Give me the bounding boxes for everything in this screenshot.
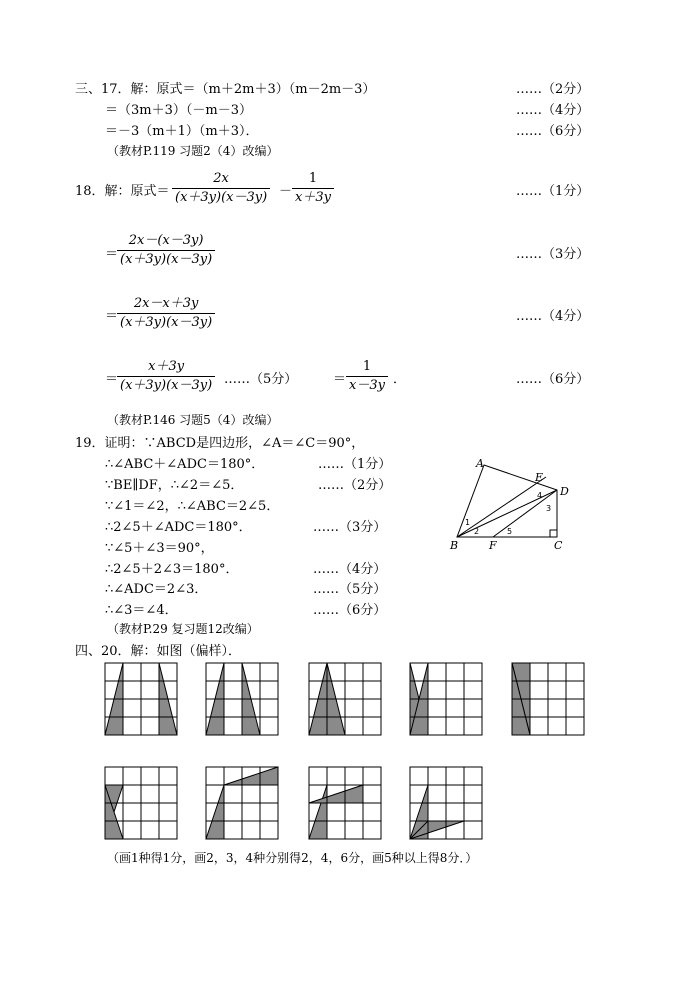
q18-period: ． (393, 372, 407, 387)
angle-label-5: 5 (507, 527, 513, 536)
grid-cell (548, 699, 566, 717)
grid-cell (345, 699, 363, 717)
label-d: D (560, 485, 569, 498)
grid-cell (242, 821, 260, 839)
grid-cell (345, 681, 363, 699)
grid-cell (446, 803, 464, 821)
grid-cell (345, 767, 363, 785)
q18-f4-num: 2x－x＋3y (133, 296, 199, 311)
grid-cell (363, 663, 381, 681)
grid-cell (446, 699, 464, 717)
answer-grid-2 (206, 663, 278, 737)
angle-label-4: 4 (537, 491, 543, 500)
grid-cell (123, 803, 141, 821)
q19-line1: 19．证明：∵ABCD是四边形，∠A＝∠C＝90°， (75, 436, 365, 451)
q19-geometry-figure (440, 455, 580, 555)
grid-cell (224, 717, 242, 735)
q18-f5-den: (x＋3y)(x－3y) (117, 376, 215, 395)
label-b: B (450, 539, 459, 552)
q18-f3-num: 2x－(x－3y) (128, 233, 204, 248)
grid-cell (428, 785, 446, 803)
label-a: A (476, 457, 484, 470)
q19-line7: ∴2∠5＋2∠3＝180°． (105, 562, 239, 577)
q19-line9: ∴∠3＝∠4． (105, 603, 178, 618)
grid-cell (260, 717, 278, 735)
q18-fraction-5 (117, 358, 215, 395)
grid-cell (428, 663, 446, 681)
grid-cell (428, 681, 446, 699)
grid-cell (159, 785, 177, 803)
segment-be (457, 477, 546, 537)
grid-cell (123, 681, 141, 699)
grid-cell (327, 803, 345, 821)
q18-mid-score: ……（5分） (224, 372, 298, 387)
grid-cell (363, 803, 381, 821)
q18-label: 18．解：原式＝ (75, 184, 170, 199)
grid-cell (141, 821, 159, 839)
answer-grid-1 (105, 663, 177, 737)
answer-grid-3 (309, 663, 381, 737)
grid-cell (141, 717, 159, 735)
grid-cell (464, 785, 482, 803)
q18-eq-5: ＝ (333, 372, 347, 387)
grid-cell (224, 663, 242, 681)
grid-cell (123, 785, 141, 803)
grid-cell (446, 681, 464, 699)
angle-label-2: 2 (474, 527, 480, 536)
q17-line1: 三、17．解：原式＝（m＋2m＋3）（m－2m－3） (75, 82, 376, 97)
grid-cell (530, 681, 548, 699)
grid-cell (224, 803, 242, 821)
segment-df (493, 490, 557, 537)
grid-cell (327, 821, 345, 839)
grid-cell (464, 767, 482, 785)
grid-cell (141, 803, 159, 821)
grid-cell (260, 681, 278, 699)
grid-cell (123, 663, 141, 681)
answer-grid-4 (410, 663, 482, 737)
grid-cell (309, 767, 327, 785)
q18-f4-den: (x＋3y)(x－3y) (117, 313, 215, 332)
grid-cell (363, 699, 381, 717)
grid-cell (363, 767, 381, 785)
q17-score1: ……（2分） (516, 82, 590, 97)
grid-cell (260, 699, 278, 717)
q19-note: （教材P.29 复习题12改编） (107, 622, 259, 636)
grid-cell (141, 767, 159, 785)
q18-eq-2: ＝ (105, 247, 119, 262)
grid-cell (242, 803, 260, 821)
q19-line6: ∵∠5＋∠3＝90°， (105, 541, 214, 556)
q18-f2-den: x＋3y (292, 188, 334, 207)
label-f: F (489, 539, 497, 552)
q19-score8: ……（5分） (313, 582, 387, 597)
q18-note: （教材P.146 习题5（4）改编） (107, 413, 279, 427)
q19-score7: ……（4分） (313, 562, 387, 577)
grid-cell (327, 767, 345, 785)
q19-score3: ……（2分） (318, 478, 392, 493)
q17-note: （教材P.119 习题2（4）改编） (107, 144, 279, 158)
answer-grid-8 (309, 767, 381, 841)
q19-line5: ∴2∠5＋∠ADC＝180°． (105, 520, 252, 535)
grid-cell (159, 803, 177, 821)
grid-cell (141, 663, 159, 681)
q18-f6-num: 1 (362, 359, 372, 374)
grid-cell (428, 767, 446, 785)
answer-grid-7 (206, 767, 278, 841)
grid-cell (260, 663, 278, 681)
answer-grid-5 (512, 663, 584, 737)
grid-cell (345, 803, 363, 821)
q17-score2: ……（4分） (516, 103, 590, 118)
grid-cell (530, 717, 548, 735)
grid-cell (446, 717, 464, 735)
grid-cell (224, 699, 242, 717)
q20-line: 四、20．解：如图（偏样）． (75, 644, 242, 659)
answer-grid-9 (410, 767, 482, 841)
q18-f3-den: (x＋3y)(x－3y) (117, 250, 215, 269)
q18-fraction-6 (346, 358, 388, 395)
grid-cell (363, 717, 381, 735)
grid-cell (464, 821, 482, 839)
grid-cell (410, 767, 428, 785)
grid-cell (428, 803, 446, 821)
q17-score3: ……（6分） (516, 124, 590, 139)
grid-cell (446, 663, 464, 681)
q18-f2-num: 1 (308, 171, 318, 186)
grid-cell (464, 717, 482, 735)
q17-line3: ＝－3（m＋1）（m＋3）． (105, 124, 259, 139)
q19-line4: ∵∠1＝∠2，∴∠ABC＝2∠5． (105, 499, 280, 514)
grid-cell (224, 821, 242, 839)
right-angle-c (550, 530, 557, 537)
q18-minus: － (279, 184, 293, 199)
grid-cell (260, 785, 278, 803)
q19-line8: ∴∠ADC＝2∠3． (105, 582, 208, 597)
grid-cell (363, 821, 381, 839)
q19-score5: ……（3分） (313, 520, 387, 535)
q19-score9: ……（6分） (313, 603, 387, 618)
q18-fraction-3 (117, 232, 215, 269)
angle-label-1: 1 (465, 518, 471, 527)
grid-cell (123, 717, 141, 735)
grid-cell (123, 767, 141, 785)
grid-cell (548, 663, 566, 681)
q17-line2: ＝（3m＋3）（－m－3） (105, 103, 252, 118)
grid-cell (566, 699, 584, 717)
grid-cell (206, 767, 224, 785)
q18-f5-num: x＋3y (148, 359, 185, 374)
grid-cell (530, 699, 548, 717)
grid-cell (159, 821, 177, 839)
label-c: C (554, 539, 563, 552)
grid-cell (242, 785, 260, 803)
grid-cell (464, 681, 482, 699)
label-e: E (535, 471, 544, 484)
angle-label-3: 3 (546, 504, 552, 513)
grid-cell (345, 717, 363, 735)
grid-cell (141, 681, 159, 699)
grid-cell (428, 717, 446, 735)
q18-fraction-2 (292, 170, 334, 207)
grid-cell (345, 821, 363, 839)
q18-score4: ……（6分） (516, 372, 590, 387)
q19-score2: ……（1分） (318, 457, 392, 472)
grid-cell (446, 767, 464, 785)
q18-f1-den: (x＋3y)(x－3y) (172, 188, 270, 207)
grid-cell (141, 785, 159, 803)
grid-cell (446, 785, 464, 803)
q19-line3: ∵BE∥DF，∴∠2＝∠5． (105, 478, 244, 493)
grid-cell (260, 803, 278, 821)
grid-cell (530, 663, 548, 681)
grid-cell (566, 681, 584, 699)
grid-cell (363, 681, 381, 699)
grid-cell (363, 785, 381, 803)
q18-f1-num: 2x (213, 171, 229, 186)
grid-cell (464, 663, 482, 681)
grid-cell (105, 767, 123, 785)
q18-score1: ……（1分） (516, 184, 590, 199)
grid-cell (123, 699, 141, 717)
q19-line2: ∴∠ABC＋∠ADC＝180°． (105, 457, 265, 472)
grid-cell (548, 717, 566, 735)
grid-cell (224, 785, 242, 803)
grid-cell (159, 767, 177, 785)
q18-fraction-4 (117, 295, 215, 332)
grid-cell (141, 699, 159, 717)
q18-score2: ……（3分） (516, 247, 590, 262)
grid-cell (464, 699, 482, 717)
grid-cell (260, 821, 278, 839)
q20-note: （画1种得1分，画2，3，4种分别得2，4，6分，画5种以上得8分．） (107, 851, 478, 865)
grid-cell (428, 699, 446, 717)
grid-cell (464, 803, 482, 821)
q18-eq-4: ＝ (105, 372, 119, 387)
grid-cell (123, 821, 141, 839)
grid-cell (566, 663, 584, 681)
q18-fraction-1 (172, 170, 270, 207)
grid-cell (224, 681, 242, 699)
q18-eq-3: ＝ (105, 309, 119, 324)
grid-cell (345, 663, 363, 681)
grid-cell (548, 681, 566, 699)
answer-grid-6 (105, 767, 177, 841)
q18-score3: ……（4分） (516, 309, 590, 324)
grid-cell (566, 717, 584, 735)
q18-f6-den: x－3y (346, 376, 388, 395)
